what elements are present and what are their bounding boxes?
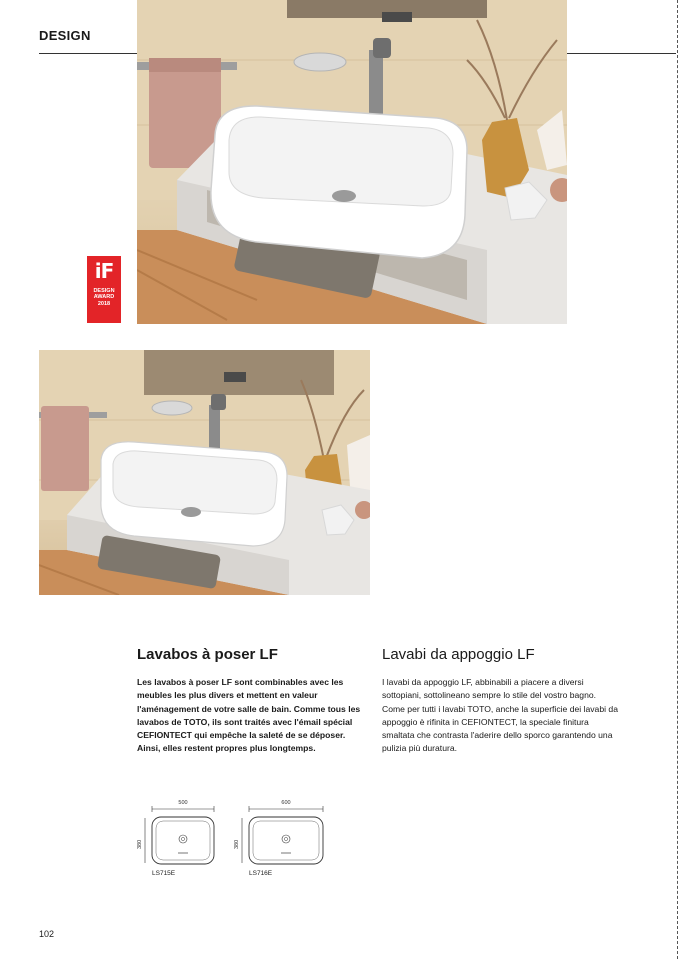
drawing-width-label: 600 [281, 800, 291, 806]
section-label: DESIGN [39, 28, 91, 43]
product-photo-secondary [39, 350, 370, 595]
award-year: 2018 [97, 300, 111, 307]
award-line-award: AWARD [93, 294, 115, 301]
title-italian: Lavabi da appoggio LF [382, 646, 535, 663]
drawing-width-label: 500 [178, 800, 188, 806]
technical-drawing-ls716e [233, 800, 333, 890]
drawing-height-label: 380 [137, 839, 143, 849]
product-photo-main [137, 0, 567, 324]
drawing-code-label: LS716E [249, 870, 273, 877]
body-text-italian: I lavabi da appoggio LF, abbinabili a piacere a diversi sottopiani, sottolineano sempre lo stile del vostro bagno. Come per tutti i lavabi TOTO, anche la superficie dei lavabi da appoggio è rifinita in CEFIONTECT, la speciale finitura smaltata che contrasta l'aderire dello sporco garantendo una pulizia più duratura. [382, 677, 618, 754]
if-logo: iF [94, 259, 114, 283]
drawing-code-label: LS715E [152, 870, 176, 877]
if-design-award-badge [87, 256, 121, 323]
page-number: 102 [39, 929, 55, 939]
body-text-french: Les lavabos à poser LF sont combinables avec les meubles les plus divers et mettent en valeur l'aménagement de votre salle de bain. Comme tous les lavabos de TOTO, ils sont traités avec l'émail spécial CEFIONTECT qui empêche la saleté de se déposer. Ainsi, elles restent propres plus longtemps. [137, 677, 361, 754]
drawing-height-label: 380 [234, 839, 240, 849]
award-line-design: DESIGN [93, 288, 115, 294]
title-french: Lavabos à poser LF [137, 646, 278, 663]
technical-drawing-ls715e [135, 800, 225, 890]
